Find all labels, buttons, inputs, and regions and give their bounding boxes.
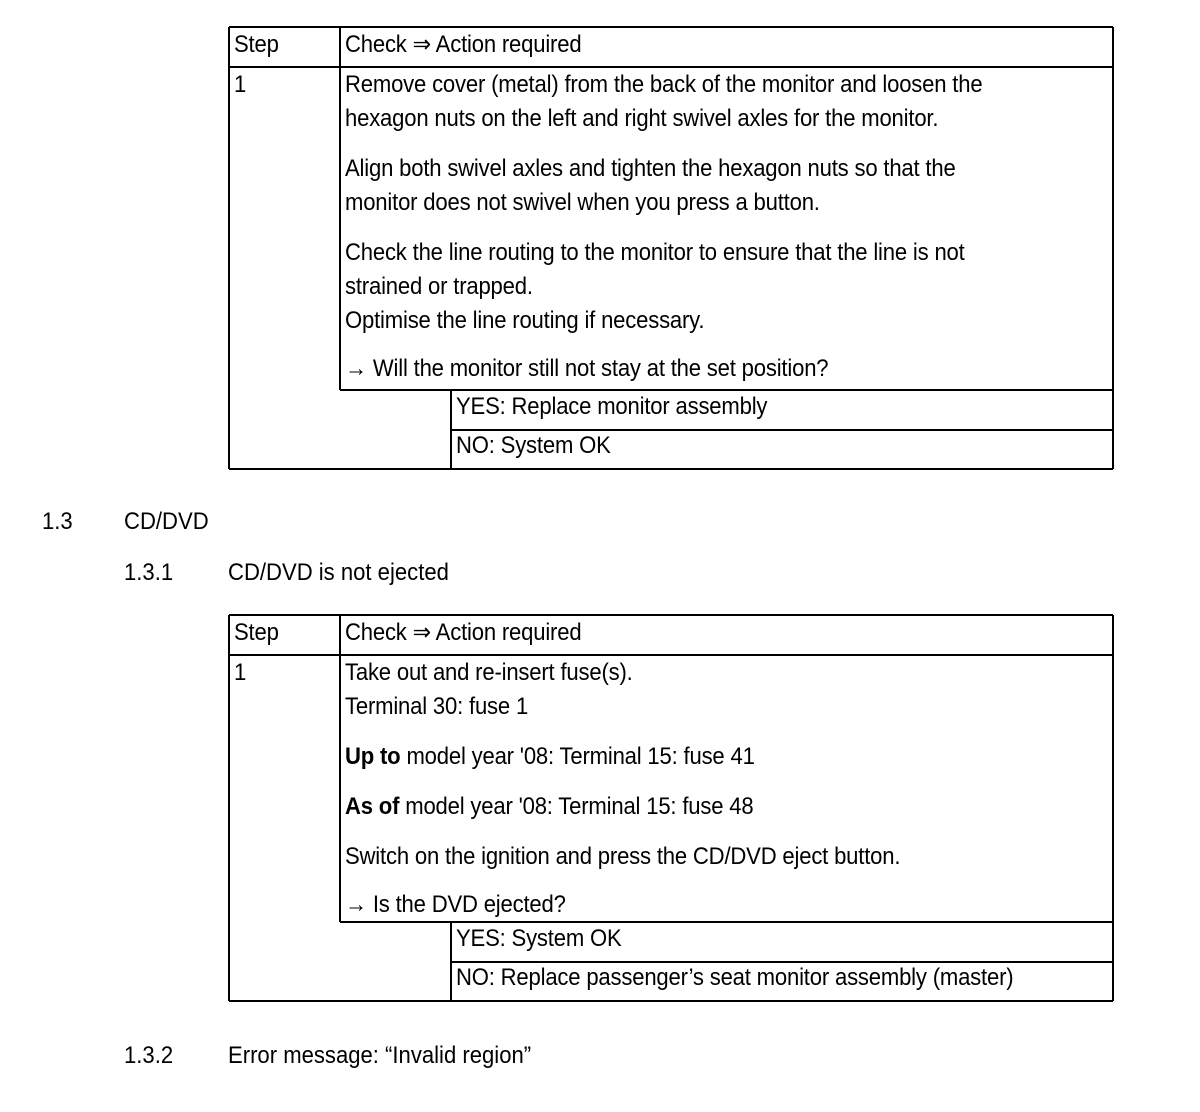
outcome-yes: YES: System OK [456, 925, 622, 952]
subsection-number: 1.3.2 [124, 1042, 174, 1069]
outcome-yes: YES: Replace monitor assembly [456, 393, 768, 420]
subsection-number: 1.3.1 [124, 559, 174, 586]
question-line: → Is the DVD ejected? [345, 891, 566, 918]
section-number: 1.3 [42, 508, 73, 535]
step-number: 1 [234, 71, 247, 98]
instruction-text: model year '08: Terminal 15: fuse 48 [399, 793, 754, 820]
subsection-title: Error message: “Invalid region” [228, 1042, 532, 1069]
instruction-line: hexagon nuts on the left and right swivel axles for the monitor. [345, 105, 939, 132]
instruction-line: Align both swivel axles and tighten the hexagon nuts so that the [345, 155, 956, 182]
troubleshooting-table-cd-dvd-eject [228, 614, 1114, 1002]
step-instructions [345, 656, 900, 922]
instruction-line: monitor does not swivel when you press a button. [345, 189, 820, 216]
header-step-label: Step [234, 619, 279, 646]
header-step-label: Step [234, 31, 279, 58]
instruction-line: Check the line routing to the monitor to ensure that the line is not [345, 239, 965, 266]
outcome-no: NO: System OK [456, 432, 611, 459]
step-number: 1 [234, 659, 247, 686]
instruction-line: Take out and re-insert fuse(s). [345, 659, 633, 686]
header-action-label: Check ⇒ Action required [345, 31, 582, 58]
emphasis-up-to: Up to [345, 743, 401, 770]
outcome-no: NO: Replace passenger’s seat monitor assembly (master) [456, 964, 1014, 991]
instruction-line: Optimise the line routing if necessary. [345, 307, 705, 334]
instruction-line [345, 740, 900, 774]
instruction-line: Switch on the ignition and press the CD/DVD eject button. [345, 843, 901, 870]
subsection-title: CD/DVD is not ejected [228, 559, 449, 586]
instruction-line [345, 790, 900, 824]
instruction-line: Terminal 30: fuse 1 [345, 693, 529, 720]
emphasis-as-of: As of [345, 793, 400, 820]
instruction-line: Remove cover (metal) from the back of the monitor and loosen the [345, 71, 983, 98]
instruction-text: model year '08: Terminal 15: fuse 41 [400, 743, 755, 770]
instruction-line: strained or trapped. [345, 273, 533, 300]
question-line: → Will the monitor still not stay at the set position? [345, 355, 829, 382]
section-title: CD/DVD [124, 508, 209, 535]
header-action-label: Check ⇒ Action required [345, 619, 582, 646]
step-instructions [345, 68, 982, 386]
troubleshooting-table-monitor-position [228, 26, 1114, 470]
